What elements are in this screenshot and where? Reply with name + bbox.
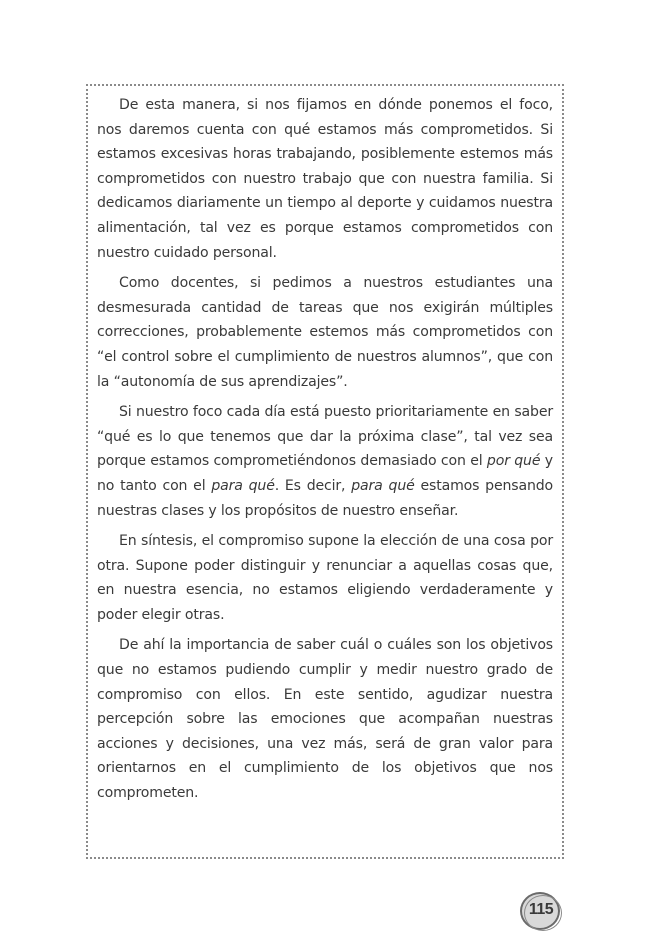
page-number: 115 bbox=[528, 901, 554, 918]
paragraph-4: En síntesis, el compromiso supone la elección de una cosa por otra. Supone poder distinguir y renunciar a aquellas cosas que, en nuestra esencia, no estamos eligiendo verdaderamente y poder elegir otras. bbox=[97, 533, 553, 623]
paragraph-2: Como docentes, si pedimos a nuestros estudiantes una desmesurada cantidad de tareas que nos exigirán múltiples correcciones, probablemente estemos más comprometidos con “el control sobre el cumplimiento de nuestros alumnos”, que con la “autonomía de sus aprendizajes”. bbox=[97, 275, 553, 390]
paragraph-3-text-g: estamos pensando nuestras clases y los propósitos de nuestro enseñar. bbox=[97, 477, 553, 519]
paragraph-3-text-c: y no tanto con el bbox=[97, 453, 553, 494]
paragraph-5: De ahí la importancia de saber cuál o cuáles son los objetivos que no estamos pudiendo cumplir y medir nuestro grado de compromiso con ellos. En este sentido, agudizar nuestra percepción sobre las emociones que acompañan nuestras acciones y decisiones, una vez más, será de gran valor para orientarnos en el cumplimiento de los objetivos que nos comprometen. bbox=[97, 637, 553, 802]
page-number-badge bbox=[520, 892, 564, 934]
paragraph-3-italic-para-que-2: para qué bbox=[351, 477, 415, 494]
paragraph-3-italic-por-que: por qué bbox=[486, 453, 541, 470]
body-text bbox=[97, 93, 553, 812]
paragraph-3-text-a: Si nuestro foco cada día está puesto prioritariamente en saber “qué es lo que tenemos que dar la próxima clase”, tal vez sea porque estamos comprometiéndonos demasiado con el bbox=[97, 404, 553, 470]
paragraph-3-text-e: . Es decir, bbox=[274, 477, 352, 494]
paragraph-3-italic-para-que: para qué bbox=[211, 477, 275, 494]
paragraph-1: De esta manera, si nos fijamos en dónde ponemos el foco, nos daremos cuenta con qué estamos más comprometidos. Si estamos excesivas horas trabajando, posiblemente estemos más comprometidos con nuestro trabajo que con nuestra familia. Si dedicamos diariamente un tiempo al deporte y cuidamos nuestra alimentación, tal vez es porque estamos comprometidos con nuestro cuidado personal. bbox=[97, 97, 553, 261]
paragraph-3 bbox=[97, 400, 553, 523]
